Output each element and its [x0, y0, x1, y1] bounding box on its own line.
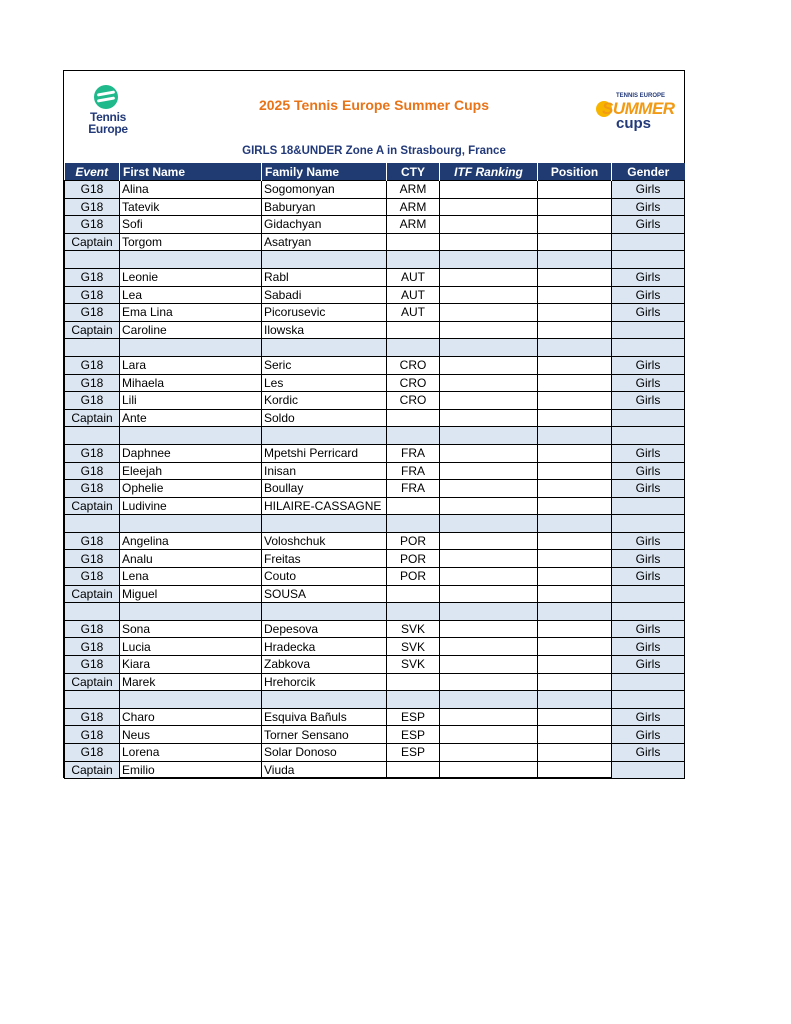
family-name-cell: Sogomonyan [262, 181, 387, 199]
first-name-cell: Daphnee [120, 444, 262, 462]
family-name-cell: Voloshchuk [262, 532, 387, 550]
cty-cell: POR [387, 550, 440, 568]
event-cell: G18 [65, 374, 120, 392]
family-name-cell: Couto [262, 568, 387, 586]
table-row [65, 708, 685, 726]
cty-cell: FRA [387, 462, 440, 480]
gender-cell: Girls [612, 198, 685, 216]
event-cell: Captain [65, 673, 120, 691]
first-name-cell: Alina [120, 181, 262, 199]
family-name-cell: Solar Donoso [262, 744, 387, 762]
gender-cell: Girls [612, 550, 685, 568]
cty-cell: SVK [387, 656, 440, 674]
family-name-cell: Ilowska [262, 321, 387, 339]
event-cell: Captain [65, 409, 120, 427]
gender-cell [612, 339, 685, 357]
event-subtitle: GIRLS 18&UNDER Zone A in Strasbourg, France [242, 145, 506, 157]
position-cell [538, 744, 612, 762]
table-row [65, 656, 685, 674]
gender-cell [612, 251, 685, 269]
gender-cell [612, 515, 685, 533]
cty-cell: ARM [387, 198, 440, 216]
first-name-cell: Lena [120, 568, 262, 586]
event-cell: G18 [65, 181, 120, 199]
event-cell: G18 [65, 708, 120, 726]
event-cell: G18 [65, 286, 120, 304]
position-cell [538, 233, 612, 251]
gender-cell: Girls [612, 304, 685, 322]
itf-ranking-cell [440, 462, 538, 480]
family-name-cell: Hradecka [262, 638, 387, 656]
position-cell [538, 497, 612, 515]
cty-cell: POR [387, 532, 440, 550]
itf-ranking-cell [440, 620, 538, 638]
position-cell [538, 339, 612, 357]
gender-cell [612, 761, 685, 779]
table-row [65, 638, 685, 656]
column-header-cty: CTY [387, 163, 440, 181]
cty-cell [387, 339, 440, 357]
itf-ranking-cell [440, 656, 538, 674]
first-name-cell [120, 515, 262, 533]
family-name-cell: Torner Sensano [262, 726, 387, 744]
cty-cell: CRO [387, 392, 440, 410]
table-row [65, 321, 685, 339]
position-cell [538, 532, 612, 550]
first-name-cell: Kiara [120, 656, 262, 674]
first-name-cell: Marek [120, 673, 262, 691]
position-cell [538, 409, 612, 427]
position-cell [538, 198, 612, 216]
cty-cell: AUT [387, 286, 440, 304]
family-name-cell: Baburyan [262, 198, 387, 216]
itf-ranking-cell [440, 638, 538, 656]
itf-ranking-cell [440, 286, 538, 304]
first-name-cell: Ophelie [120, 480, 262, 498]
table-row [65, 374, 685, 392]
cty-cell [387, 427, 440, 445]
sheet-header [64, 71, 684, 164]
gender-cell: Girls [612, 568, 685, 586]
position-cell [538, 673, 612, 691]
first-name-cell: Miguel [120, 585, 262, 603]
event-cell: G18 [65, 744, 120, 762]
family-name-cell: Asatryan [262, 233, 387, 251]
cty-cell [387, 409, 440, 427]
itf-ranking-cell [440, 339, 538, 357]
header-row [65, 163, 685, 181]
event-cell [65, 515, 120, 533]
cty-cell: CRO [387, 356, 440, 374]
first-name-cell [120, 691, 262, 709]
gender-cell [612, 321, 685, 339]
family-name-cell [262, 691, 387, 709]
gender-cell [612, 497, 685, 515]
family-name-cell [262, 427, 387, 445]
first-name-cell: Mihaela [120, 374, 262, 392]
position-cell [538, 286, 612, 304]
gender-cell [612, 427, 685, 445]
table-row [65, 673, 685, 691]
table-row [65, 532, 685, 550]
itf-ranking-cell [440, 321, 538, 339]
column-header-family-name: Family Name [262, 163, 387, 181]
cty-cell [387, 673, 440, 691]
position-cell [538, 568, 612, 586]
itf-ranking-cell [440, 409, 538, 427]
gender-cell: Girls [612, 374, 685, 392]
position-cell [538, 374, 612, 392]
position-cell [538, 585, 612, 603]
family-name-cell: Freitas [262, 550, 387, 568]
column-header-first-name: First Name [120, 163, 262, 181]
position-cell [538, 444, 612, 462]
cty-cell [387, 251, 440, 269]
table-row [65, 356, 685, 374]
position-cell [538, 656, 612, 674]
gender-cell [612, 673, 685, 691]
gender-cell: Girls [612, 620, 685, 638]
position-cell [538, 356, 612, 374]
event-cell: Captain [65, 233, 120, 251]
family-name-cell: Esquiva Bañuls [262, 708, 387, 726]
itf-ranking-cell [440, 427, 538, 445]
gender-cell: Girls [612, 216, 685, 234]
event-cell: Captain [65, 497, 120, 515]
cty-cell [387, 585, 440, 603]
first-name-cell: Angelina [120, 532, 262, 550]
gender-cell [612, 409, 685, 427]
family-name-cell: Soldo [262, 409, 387, 427]
position-cell [538, 462, 612, 480]
itf-ranking-cell [440, 233, 538, 251]
spacer-row [65, 515, 685, 533]
gender-cell: Girls [612, 268, 685, 286]
gender-cell [612, 691, 685, 709]
family-name-cell [262, 603, 387, 621]
family-name-cell: Viuda [262, 761, 387, 779]
cty-cell: ARM [387, 181, 440, 199]
event-cell [65, 251, 120, 269]
table-header [65, 163, 685, 181]
table-row [65, 462, 685, 480]
family-name-cell: Gidachyan [262, 216, 387, 234]
gender-cell: Girls [612, 708, 685, 726]
event-cell: G18 [65, 568, 120, 586]
family-name-cell [262, 339, 387, 357]
event-cell: Captain [65, 761, 120, 779]
gender-cell: Girls [612, 638, 685, 656]
position-cell [538, 427, 612, 445]
gender-cell [612, 233, 685, 251]
event-cell: G18 [65, 726, 120, 744]
table-row [65, 216, 685, 234]
table-row [65, 550, 685, 568]
position-cell [538, 321, 612, 339]
first-name-cell: Charo [120, 708, 262, 726]
itf-ranking-cell [440, 532, 538, 550]
event-cell: G18 [65, 638, 120, 656]
spacer-row [65, 427, 685, 445]
family-name-cell: Seric [262, 356, 387, 374]
cty-cell: SVK [387, 620, 440, 638]
table-row [65, 233, 685, 251]
summer-cups-logo-top: TENNIS EUROPE [616, 93, 666, 99]
itf-ranking-cell [440, 181, 538, 199]
position-cell [538, 550, 612, 568]
cty-cell [387, 233, 440, 251]
spacer-row [65, 603, 685, 621]
itf-ranking-cell [440, 550, 538, 568]
gender-cell: Girls [612, 656, 685, 674]
cty-cell: FRA [387, 444, 440, 462]
family-name-cell: HILAIRE-CASSAGNE [262, 497, 387, 515]
table-row [65, 480, 685, 498]
first-name-cell: Ema Lina [120, 304, 262, 322]
family-name-cell: Depesova [262, 620, 387, 638]
position-cell [538, 726, 612, 744]
position-cell [538, 480, 612, 498]
itf-ranking-cell [440, 304, 538, 322]
first-name-cell [120, 427, 262, 445]
event-cell: G18 [65, 532, 120, 550]
event-cell: G18 [65, 656, 120, 674]
first-name-cell: Analu [120, 550, 262, 568]
column-header-itf-ranking: ITF Ranking [440, 163, 538, 181]
cty-cell [387, 603, 440, 621]
first-name-cell: Leonie [120, 268, 262, 286]
itf-ranking-cell [440, 568, 538, 586]
first-name-cell: Lorena [120, 744, 262, 762]
gender-cell [612, 603, 685, 621]
event-cell: G18 [65, 198, 120, 216]
gender-cell: Girls [612, 532, 685, 550]
position-cell [538, 268, 612, 286]
gender-cell: Girls [612, 181, 685, 199]
first-name-cell: Tatevik [120, 198, 262, 216]
first-name-cell: Neus [120, 726, 262, 744]
first-name-cell: Ante [120, 409, 262, 427]
position-cell [538, 304, 612, 322]
roster-sheet [63, 70, 685, 778]
first-name-cell: Caroline [120, 321, 262, 339]
first-name-cell [120, 339, 262, 357]
family-name-cell [262, 251, 387, 269]
table-row [65, 761, 685, 779]
itf-ranking-cell [440, 726, 538, 744]
event-cell: G18 [65, 480, 120, 498]
table-row [65, 568, 685, 586]
table-row [65, 444, 685, 462]
cty-cell: AUT [387, 268, 440, 286]
cty-cell [387, 321, 440, 339]
table-row [65, 585, 685, 603]
first-name-cell: Emilio [120, 761, 262, 779]
family-name-cell: Inisan [262, 462, 387, 480]
position-cell [538, 181, 612, 199]
itf-ranking-cell [440, 356, 538, 374]
summer-cups-logo [596, 93, 675, 135]
position-cell [538, 761, 612, 779]
cty-cell: AUT [387, 304, 440, 322]
table-row [65, 744, 685, 762]
itf-ranking-cell [440, 444, 538, 462]
event-cell: G18 [65, 268, 120, 286]
family-name-cell: Hrehorcik [262, 673, 387, 691]
event-cell [65, 691, 120, 709]
summer-cups-logo-summer: SUMMER [602, 99, 675, 118]
itf-ranking-cell [440, 515, 538, 533]
first-name-cell: Lea [120, 286, 262, 304]
event-cell: G18 [65, 356, 120, 374]
family-name-cell: Les [262, 374, 387, 392]
tennis-europe-logo-text: Tennis Europe [88, 110, 128, 136]
event-cell: Captain [65, 321, 120, 339]
gender-cell: Girls [612, 392, 685, 410]
itf-ranking-cell [440, 216, 538, 234]
family-name-cell: Picorusevic [262, 304, 387, 322]
position-cell [538, 638, 612, 656]
spacer-row [65, 251, 685, 269]
cty-cell: SVK [387, 638, 440, 656]
position-cell [538, 691, 612, 709]
position-cell [538, 515, 612, 533]
summer-cups-logo-cups: cups [616, 115, 652, 132]
table-row [65, 304, 685, 322]
position-cell [538, 620, 612, 638]
position-cell [538, 216, 612, 234]
family-name-cell: Mpetshi Perricard [262, 444, 387, 462]
gender-cell: Girls [612, 444, 685, 462]
cty-cell: FRA [387, 480, 440, 498]
cty-cell: CRO [387, 374, 440, 392]
event-cell [65, 603, 120, 621]
family-name-cell: Rabl [262, 268, 387, 286]
column-header-gender: Gender [612, 163, 685, 181]
cty-cell [387, 497, 440, 515]
family-name-cell: Kordic [262, 392, 387, 410]
itf-ranking-cell [440, 268, 538, 286]
cty-cell: POR [387, 568, 440, 586]
cty-cell [387, 515, 440, 533]
itf-ranking-cell [440, 603, 538, 621]
column-header-position: Position [538, 163, 612, 181]
itf-ranking-cell [440, 761, 538, 779]
itf-ranking-cell [440, 585, 538, 603]
itf-ranking-cell [440, 691, 538, 709]
event-cell: G18 [65, 462, 120, 480]
position-cell [538, 392, 612, 410]
cty-cell: ESP [387, 726, 440, 744]
gender-cell: Girls [612, 726, 685, 744]
table-row [65, 726, 685, 744]
table-row [65, 497, 685, 515]
cty-cell: ESP [387, 708, 440, 726]
itf-ranking-cell [440, 198, 538, 216]
table-row [65, 181, 685, 199]
event-cell: Captain [65, 585, 120, 603]
first-name-cell [120, 251, 262, 269]
family-name-cell [262, 515, 387, 533]
itf-ranking-cell [440, 251, 538, 269]
itf-ranking-cell [440, 392, 538, 410]
position-cell [538, 251, 612, 269]
tennis-europe-logo [78, 85, 134, 141]
gender-cell [612, 585, 685, 603]
first-name-cell: Lara [120, 356, 262, 374]
table-row [65, 392, 685, 410]
table-row [65, 268, 685, 286]
first-name-cell: Ludivine [120, 497, 262, 515]
cty-cell: ESP [387, 744, 440, 762]
cty-cell: ARM [387, 216, 440, 234]
gender-cell: Girls [612, 286, 685, 304]
itf-ranking-cell [440, 744, 538, 762]
cty-cell [387, 691, 440, 709]
first-name-cell: Sofi [120, 216, 262, 234]
first-name-cell: Sona [120, 620, 262, 638]
family-name-cell: SOUSA [262, 585, 387, 603]
gender-cell: Girls [612, 462, 685, 480]
event-cell: G18 [65, 392, 120, 410]
gender-cell: Girls [612, 356, 685, 374]
event-cell [65, 339, 120, 357]
first-name-cell: Torgom [120, 233, 262, 251]
cty-cell [387, 761, 440, 779]
family-name-cell: Zabkova [262, 656, 387, 674]
table-body [65, 181, 685, 779]
event-cell: G18 [65, 620, 120, 638]
first-name-cell [120, 603, 262, 621]
family-name-cell: Sabadi [262, 286, 387, 304]
spacer-row [65, 339, 685, 357]
table-row [65, 198, 685, 216]
gender-cell: Girls [612, 744, 685, 762]
event-cell: G18 [65, 550, 120, 568]
event-cell: G18 [65, 216, 120, 234]
event-cell: G18 [65, 444, 120, 462]
first-name-cell: Eleejah [120, 462, 262, 480]
first-name-cell: Lucia [120, 638, 262, 656]
roster-table [64, 163, 685, 779]
itf-ranking-cell [440, 673, 538, 691]
itf-ranking-cell [440, 374, 538, 392]
position-cell [538, 708, 612, 726]
table-row [65, 409, 685, 427]
family-name-cell: Boullay [262, 480, 387, 498]
itf-ranking-cell [440, 480, 538, 498]
position-cell [538, 603, 612, 621]
itf-ranking-cell [440, 708, 538, 726]
event-cell [65, 427, 120, 445]
event-cell: G18 [65, 304, 120, 322]
gender-cell: Girls [612, 480, 685, 498]
table-row [65, 620, 685, 638]
itf-ranking-cell [440, 497, 538, 515]
first-name-cell: Lili [120, 392, 262, 410]
table-row [65, 286, 685, 304]
page-title: 2025 Tennis Europe Summer Cups [258, 97, 490, 113]
spacer-row [65, 691, 685, 709]
column-header-event: Event [65, 163, 120, 181]
